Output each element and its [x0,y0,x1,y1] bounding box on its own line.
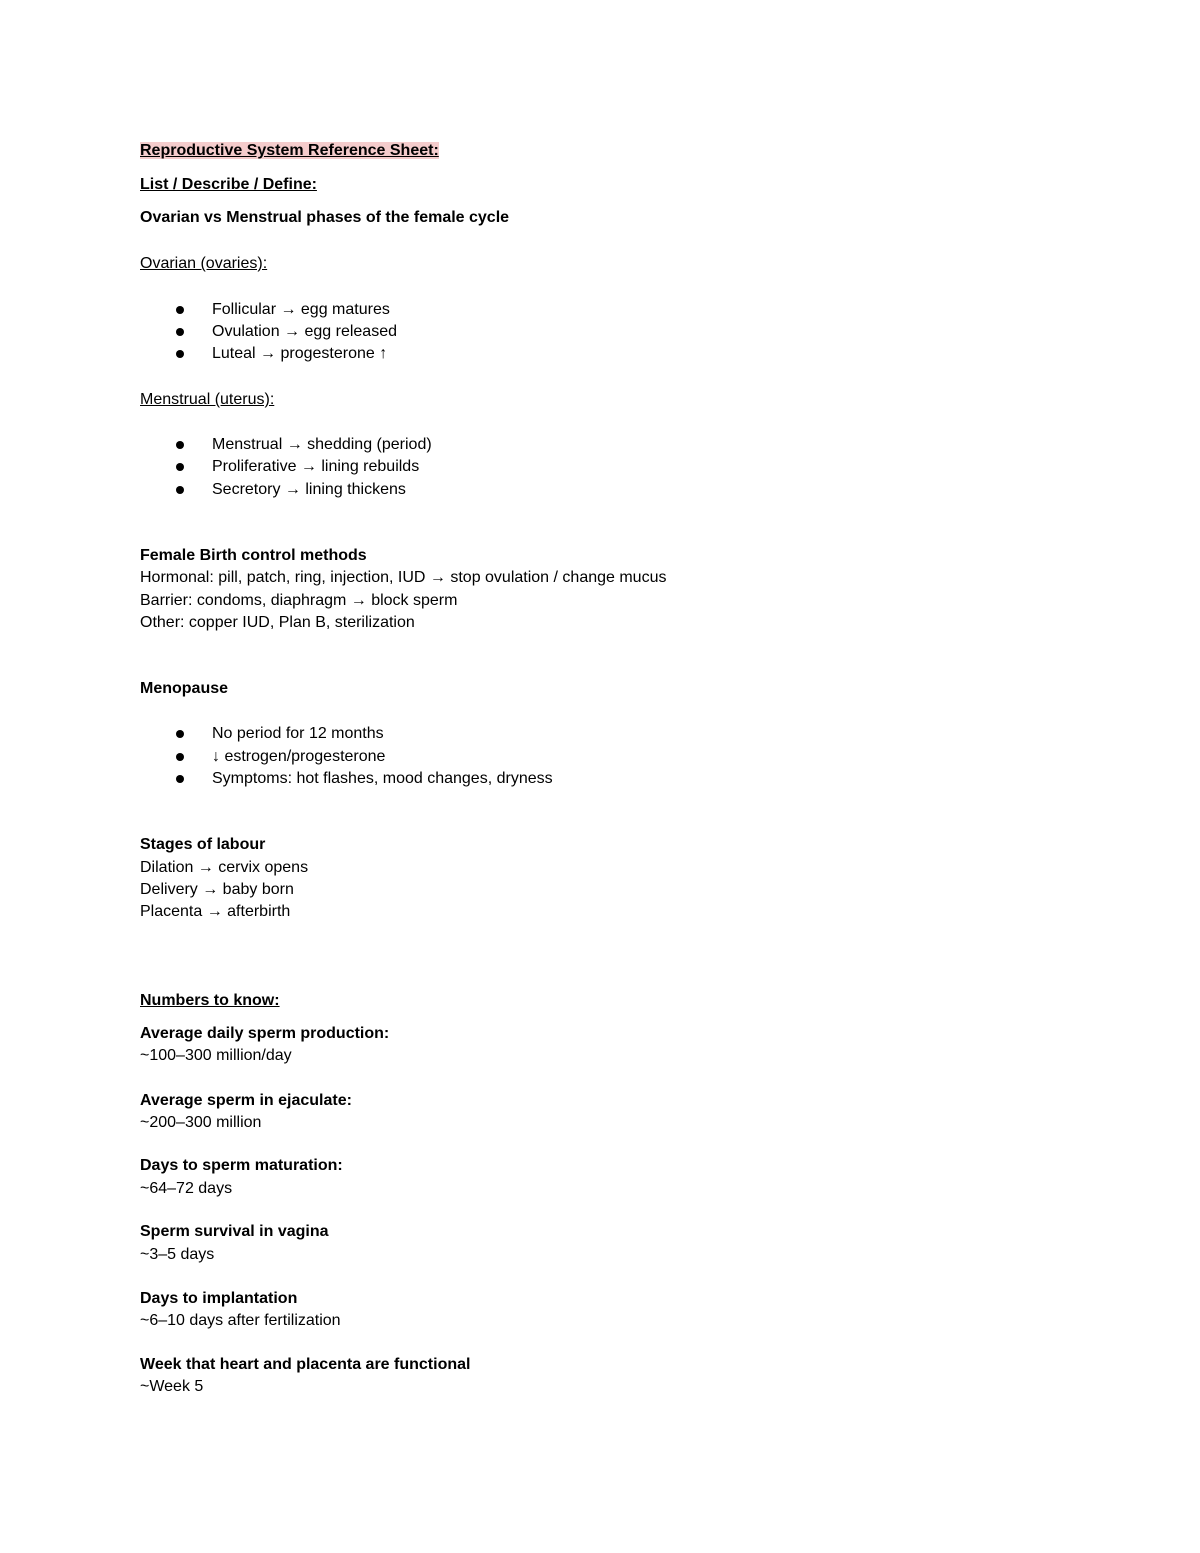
list-item-text: Follicular → egg matures [212,301,390,318]
birth-control-heading: Female Birth control methods [140,547,367,564]
page-title [140,141,439,161]
menstrual-label: Menstrual (uterus): [140,391,275,408]
fact-answer: ~6–10 days after fertilization [140,1312,341,1329]
list-item-text: Luteal → progesterone ↑ [212,345,388,362]
fact-question: Average sperm in ejaculate: [140,1092,352,1109]
page-title-highlight: Reproductive System Reference Sheet: [140,142,439,159]
bullet-icon [176,328,184,336]
list-item-text: Secretory → lining thickens [212,481,406,498]
bullet-icon [176,463,184,471]
list-item-text: ↓ estrogen/progesterone [212,748,386,765]
fact-question: Sperm survival in vagina [140,1223,329,1240]
list-item-text: Menstrual → shedding (period) [212,436,432,453]
fact-answer: ~Week 5 [140,1378,204,1395]
bullet-icon [176,306,184,314]
bullet-icon [176,350,184,358]
bullet-icon [176,486,184,494]
fact-question: Days to sperm maturation: [140,1157,343,1174]
labour-heading: Stages of labour [140,836,266,853]
fact-question: Days to implantation [140,1290,298,1307]
fact-answer: ~100–300 million/day [140,1047,292,1064]
bullet-icon [176,753,184,761]
birth-control-line: Hormonal: pill, patch, ring, injection, IUD → stop ovulation / change mucus [140,569,667,586]
bullet-icon [176,775,184,783]
fact-answer: ~200–300 million [140,1114,262,1131]
bullet-icon [176,730,184,738]
subtitle: List / Describe / Define: [140,176,317,193]
list-item-text: Ovulation → egg released [212,323,397,340]
ovarian-label: Ovarian (ovaries): [140,255,268,272]
birth-control-line: Barrier: condoms, diaphragm → block sperm [140,592,458,609]
bullet-icon [176,441,184,449]
labour-line: Delivery → baby born [140,881,294,898]
labour-line: Placenta → afterbirth [140,903,291,920]
fact-question: Average daily sperm production: [140,1025,390,1042]
list-item-text: No period for 12 months [212,725,384,742]
fact-answer: ~3–5 days [140,1246,215,1263]
menopause-heading: Menopause [140,680,229,697]
fact-question: Week that heart and placenta are functional [140,1356,471,1373]
fact-answer: ~64–72 days [140,1180,233,1197]
list-item-text: Proliferative → lining rebuilds [212,458,420,475]
list-item-text: Symptoms: hot flashes, mood changes, dryness [212,770,553,787]
labour-line: Dilation → cervix opens [140,859,309,876]
numbers-heading: Numbers to know: [140,992,280,1009]
birth-control-line: Other: copper IUD, Plan B, sterilization [140,614,415,631]
phases-heading: Ovarian vs Menstrual phases of the female cycle [140,209,510,226]
